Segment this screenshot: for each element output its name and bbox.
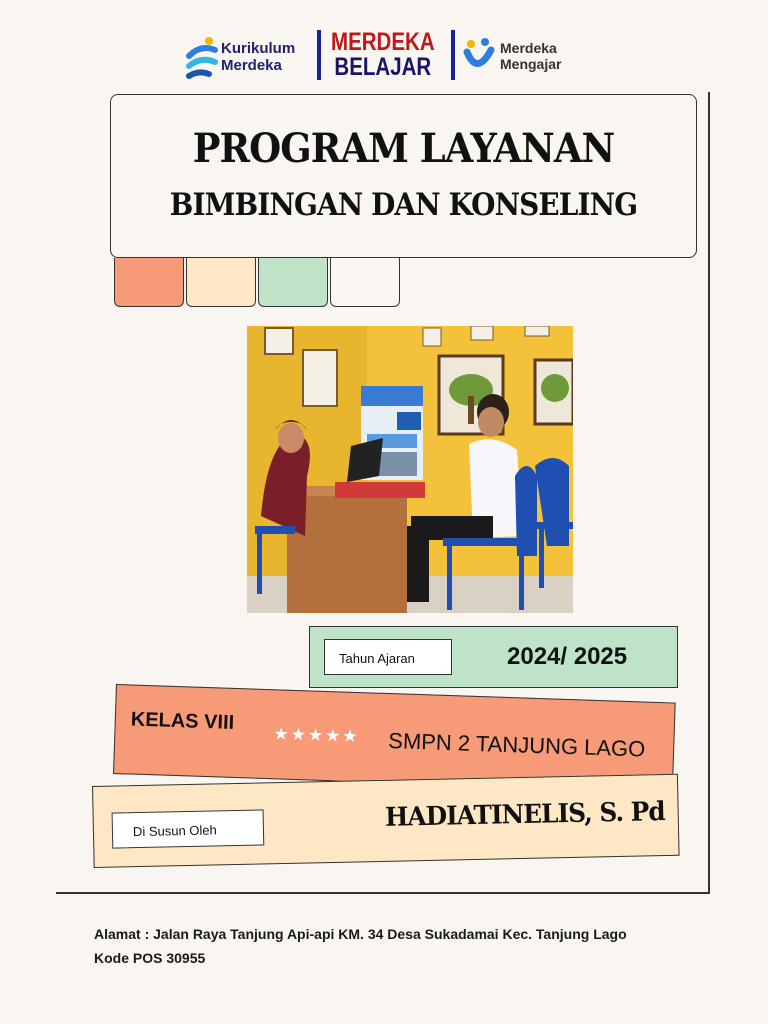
address-block — [94, 922, 714, 970]
merdeka-mengajar-line2: Mengajar — [500, 56, 562, 72]
kurikulum-merdeka-icon — [185, 34, 219, 80]
logo-divider — [317, 30, 321, 80]
merdeka-mengajar-logo — [500, 40, 561, 72]
star-rating-icon: ★★★★★ — [273, 724, 360, 747]
kurikulum-logo-line2: Merdeka — [221, 57, 282, 74]
title-line1: PROGRAM LAYANAN — [192, 125, 615, 172]
class-level: KELAS VIII — [130, 708, 235, 734]
school-name: SMPN 2 TANJUNG LAGO — [387, 728, 646, 762]
counseling-photo — [247, 326, 573, 613]
address-line1: Alamat : Jalan Raya Tanjung Api-api KM. 34 Desa Sukadamai Kec. Tanjung Lago — [94, 926, 627, 942]
address-line2: Kode POS 30955 — [94, 950, 206, 966]
title-line2: BIMBINGAN DAN KONSELING — [169, 187, 638, 223]
merdeka-belajar-line1: MERDEKA — [331, 28, 435, 56]
color-tab-cream — [186, 258, 256, 307]
merdeka-mengajar-line1: Merdeka — [500, 40, 557, 56]
color-tab-blank — [330, 258, 400, 307]
title-box — [110, 94, 697, 258]
kurikulum-merdeka-logo — [185, 34, 315, 80]
color-tab-salmon — [114, 258, 184, 307]
logo-row — [185, 30, 585, 86]
merdeka-mengajar-icon — [463, 36, 495, 78]
academic-year-value: 2024/ 2025 — [507, 643, 628, 670]
frame-vertical-line — [708, 92, 710, 894]
academic-year-band — [309, 626, 678, 688]
author-band — [92, 774, 680, 868]
frame-horizontal-line — [56, 892, 710, 894]
merdeka-belajar-logo — [331, 30, 435, 80]
kurikulum-logo-line1: Kurikulum — [221, 40, 296, 57]
author-label: Di Susun Oleh — [112, 809, 265, 848]
merdeka-belajar-line2: BELAJAR — [334, 53, 432, 81]
color-tab-mint — [258, 258, 328, 307]
academic-year-label: Tahun Ajaran — [324, 639, 452, 675]
author-name: HADIATINELIS, S. Pd — [384, 797, 666, 833]
logo-divider — [451, 30, 455, 80]
